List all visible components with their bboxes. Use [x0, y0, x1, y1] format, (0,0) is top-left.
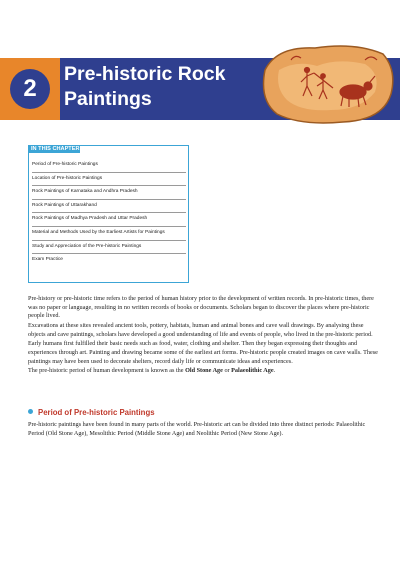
toc-top-rule — [80, 145, 188, 146]
toc-item: Rock Paintings of Karnataka and Andhra Pradesh — [32, 186, 186, 200]
paragraph-text: The pre-historic period of human development is known as the — [28, 367, 186, 375]
intro-text — [28, 295, 378, 377]
intro-paragraph-4 — [28, 367, 378, 376]
toc-item: Material and Methods Used by the Earliest Artists for Paintings — [32, 227, 186, 241]
bullet-icon — [28, 409, 33, 414]
section-heading — [28, 408, 378, 418]
toc-item: Study and Appreciation of the Pre-historic Paintings — [32, 241, 186, 255]
toc-list — [32, 159, 186, 267]
paragraph-text: . — [273, 367, 276, 375]
term-old-stone-age: Old Stone Age — [185, 367, 223, 375]
toc-item: Period of Pre-historic Paintings — [32, 159, 186, 173]
toc-heading: IN THIS CHAPTER — [28, 145, 80, 153]
intro-paragraph-1: Pre-history or pre-historic time refers to the period of human history prior to the development of written records. In pre-historic times, there was no paper or language, resulting in no written records of books or documents. Scholars began to discover the places where pre-historic people lived. — [28, 295, 374, 320]
chapter-contents-box — [28, 145, 188, 283]
rock-painting-illustration — [257, 40, 397, 126]
chapter-title: Pre-historic Rock Paintings — [64, 63, 226, 110]
section-text — [28, 421, 378, 439]
toc-item: Rock Paintings of Uttarakhand — [32, 200, 186, 214]
toc-item: Exam Practice — [32, 257, 63, 263]
intro-paragraph-3: Early humans first fulfilled their basic needs such as food, water, clothing and shelter. Then they began expressing their thoughts and experiences through art. Painting and drawing became some of the earliest art forms. Pre-historic people created images on cave walls. These paintings may have been used to decorate shelters, record daily life or communicate ideas and experiences. — [28, 340, 378, 365]
section-paragraph-1: Pre-historic paintings have been found in many parts of the world. Pre-historic art can be divided into three distinct periods: Palaeolithic Period (Old Stone Age), Mesolithic Period (Middle Stone Age) and Neolithic Period (New Stone Age). — [28, 421, 366, 437]
chapter-number-badge — [0, 58, 60, 120]
section-heading-text: Period of Pre-historic Paintings — [38, 408, 155, 417]
term-palaeolithic-age: Palaeolithic Age — [231, 367, 274, 375]
intro-paragraph-2: Excavations at these sites revealed ancient tools, pottery, habitats, human and animal bones and cave wall drawings. By analysing these objects and cave paintings, scholars have developed a good understanding of life and events of people, who lived in the pre-historic period. — [28, 321, 373, 338]
paragraph-text: or — [222, 367, 232, 375]
toc-item: Rock Paintings of Madhya Pradesh and Uttar Pradesh — [32, 213, 186, 227]
toc-item: Location of Pre-historic Paintings — [32, 173, 186, 187]
chapter-number: 2 — [10, 69, 50, 109]
